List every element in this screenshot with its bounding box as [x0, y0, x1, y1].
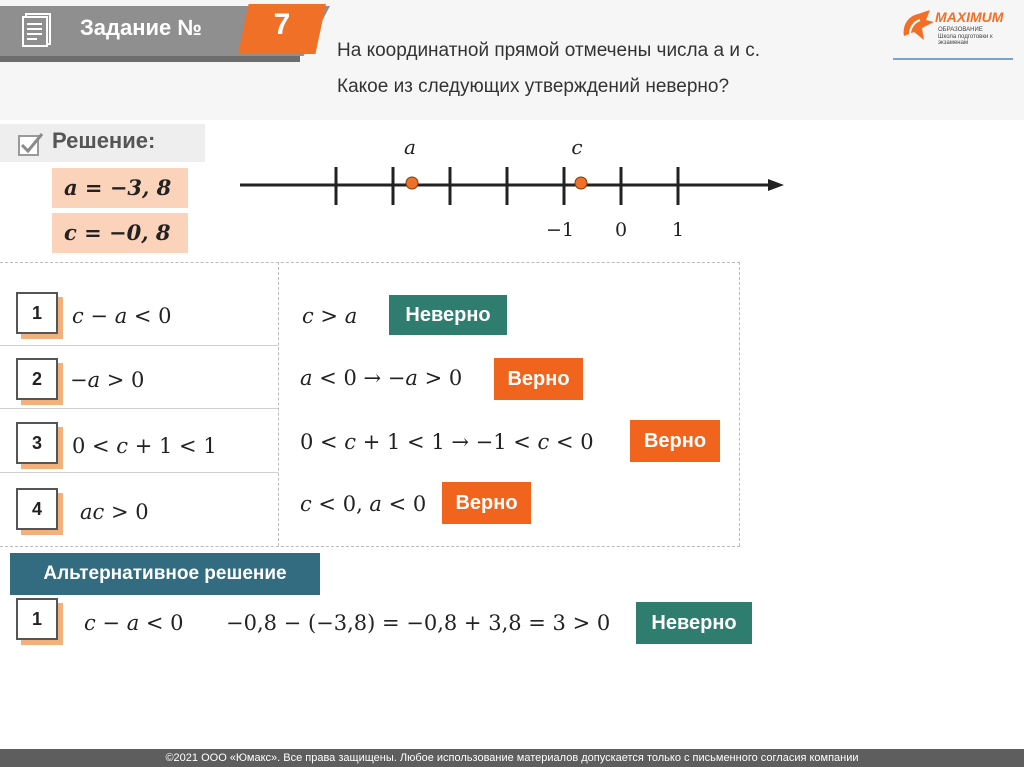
- table-bottom-border: [0, 546, 740, 547]
- verdict-badge-3: Верно: [630, 420, 720, 462]
- reason-4: 𝑐 < 0, 𝑎 < 0: [300, 492, 427, 516]
- row-number-3: 3: [16, 422, 58, 464]
- alternative-solution-header: Альтернативное решение: [10, 553, 320, 595]
- task-label: Задание №: [80, 15, 202, 40]
- reason-2: 𝑎 < 0 → −𝑎 > 0: [300, 366, 463, 390]
- row-number-4: 4: [16, 488, 58, 530]
- verdict-badge-1: Неверно: [389, 295, 507, 335]
- alt-verdict-badge: Неверно: [636, 602, 752, 644]
- statement-2: −𝑎 > 0: [70, 368, 145, 392]
- row-number-2: 2: [16, 358, 58, 400]
- tick-label-zero: 0: [614, 219, 628, 241]
- row-number-1: 1: [16, 292, 58, 334]
- point-a: [406, 177, 418, 189]
- axis-arrow: [768, 179, 784, 191]
- logo-subtitle-2: Школа подготовки к экзаменам: [938, 34, 993, 46]
- alt-calculation: −0,8 − (−3,8) = −0,8 + 3,8 = 3 > 0: [226, 611, 611, 635]
- task-number: 7: [273, 8, 291, 41]
- alt-row-number: 1: [16, 598, 58, 640]
- logo-subtitle-1: ОБРАЗОВАНИЕ: [938, 27, 983, 33]
- number-line: [220, 130, 800, 250]
- logo-mark-icon: [900, 6, 938, 46]
- point-c-label: c: [571, 135, 583, 159]
- question-line-2: Какое из следующих утверждений неверно?: [337, 76, 730, 97]
- c-value: 𝒄 = −0, 8: [64, 220, 171, 245]
- solution-label: Решение:: [52, 128, 156, 153]
- logo-underline: [893, 58, 1013, 60]
- verdict-badge-4: Верно: [442, 482, 531, 524]
- footer-copyright: ©2021 ООО «Юмакс». Все права защищены. Любое использование материалов допускается только с письменного согласия компании: [0, 749, 1024, 767]
- table-right-border: [739, 262, 740, 546]
- alt-statement: 𝑐 − 𝑎 < 0: [84, 611, 184, 635]
- row-divider: [0, 472, 278, 473]
- reason-1: 𝑐 > 𝑎: [302, 304, 358, 328]
- row-divider: [0, 345, 278, 346]
- table-top-border: [0, 262, 740, 263]
- checkbox-check-icon: [18, 132, 44, 156]
- tick-label-one: 1: [671, 219, 685, 241]
- point-a-label: a: [404, 135, 416, 159]
- a-value: 𝒂 = −3, 8: [64, 175, 172, 200]
- point-c: [575, 177, 587, 189]
- statement-1: 𝑐 − 𝑎 < 0: [72, 304, 172, 328]
- question-line-1: На координатной прямой отмечены числа а и с.: [337, 40, 761, 61]
- logo-name: MAXIMUM: [935, 9, 1004, 25]
- row-divider: [0, 408, 278, 409]
- reason-3: 0 < 𝑐 + 1 < 1 → −1 < 𝑐 < 0: [300, 430, 594, 454]
- verdict-badge-2: Верно: [494, 358, 583, 400]
- title-bar-shadow: [0, 56, 300, 62]
- statement-4: 𝑎𝑐 > 0: [80, 500, 149, 524]
- statement-3: 0 < 𝑐 + 1 < 1: [72, 434, 217, 458]
- tick-label-minus-one: −1: [545, 219, 575, 241]
- table-column-divider: [278, 262, 279, 546]
- document-icon: [22, 13, 52, 47]
